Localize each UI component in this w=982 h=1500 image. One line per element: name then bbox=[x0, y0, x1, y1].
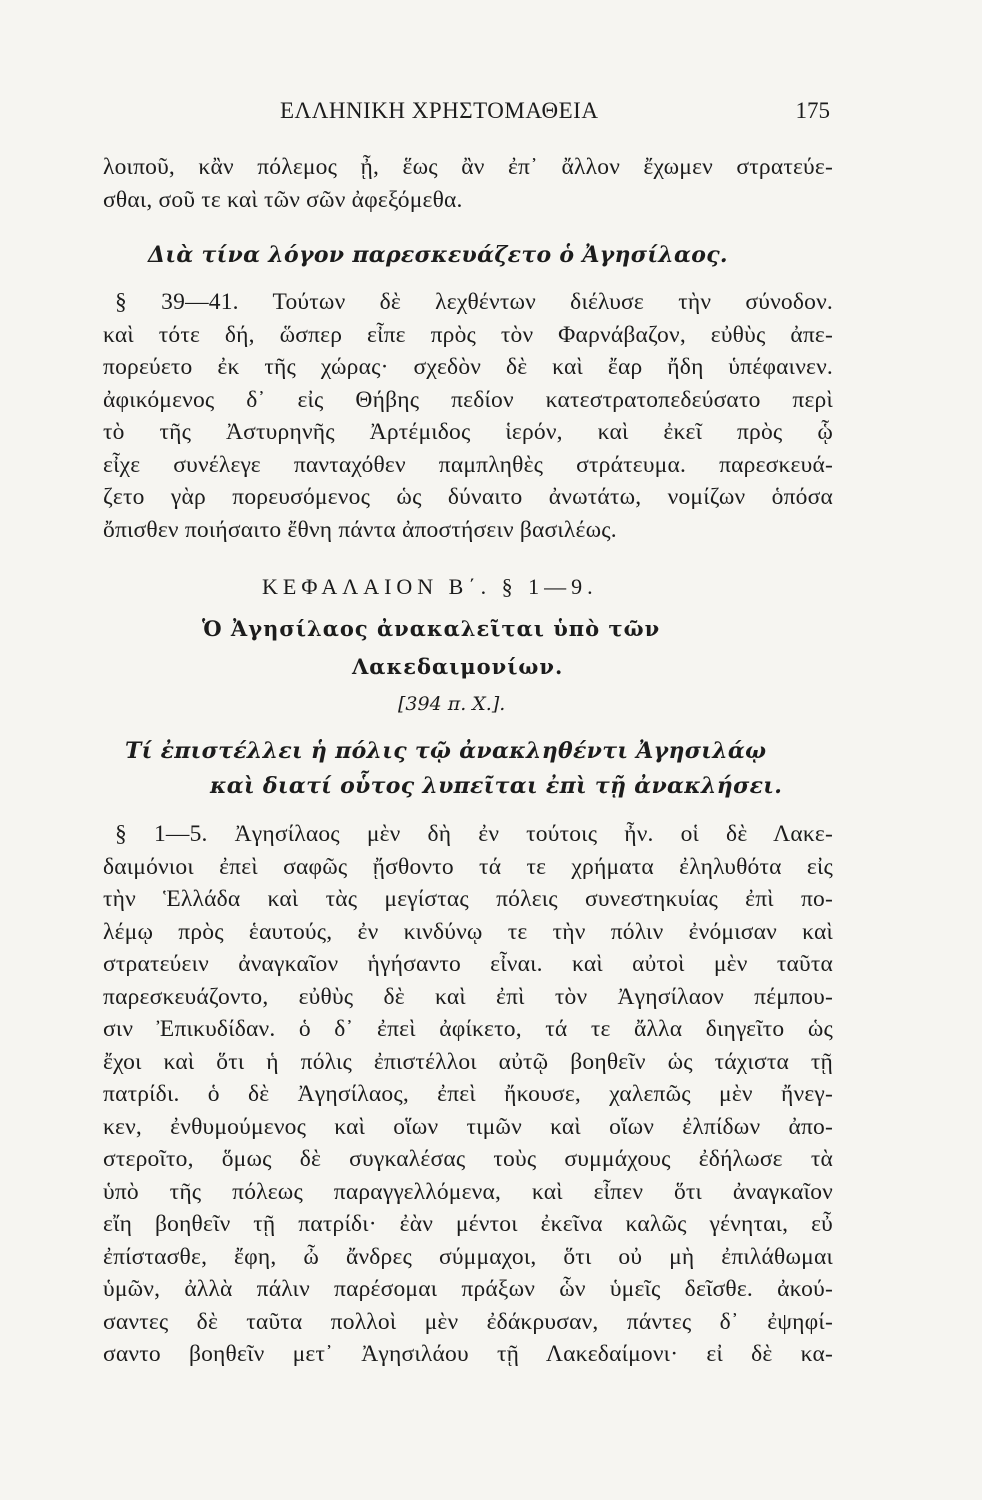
text-line: λέμῳ πρὸς ἑαυτούς, ἐν κινδύνῳ τε τὴν πόλιν ἐνόμισαν καὶ bbox=[103, 918, 833, 945]
text-line: στρατεύειν ἀναγκαῖον ἡγήσαντο εἶναι. καὶ αὐτοὶ μὲν ταῦτα bbox=[103, 951, 833, 977]
text-line: στεροῖτο, ὅμως δὲ συγκαλέσας τοὺς συμμάχους ἐδήλωσε τὰ bbox=[103, 1146, 833, 1172]
text-line: ὑμῶν, ἀλλὰ πάλιν παρέσομαι πράξων ὧν ὑμεῖς δεῖσθε. ἀκού- bbox=[103, 1276, 833, 1302]
text-line: § 1—5. Ἀγησίλαος μὲν δὴ ἐν τούτοις ἦν. οἱ δὲ Λακε- bbox=[115, 821, 833, 847]
text-line: ἐπίστασθε, ἔφη, ὦ ἄνδρες σύμμαχοι, ὅτι οὐ μὴ ἐπιλάθωμαι bbox=[103, 1243, 833, 1270]
text-line: εἶχε συνέλεγε πανταχόθεν παμπληθὲς στράτευμα. παρεσκευά- bbox=[103, 451, 833, 478]
chapter-subtitle-line-1: Ὁ Ἀγησίλαος ἀνακαλεῖται ὑπὸ τῶν bbox=[202, 616, 661, 641]
text-line: πορεύετο ἐκ τῆς χώρας· σχεδὸν δὲ καὶ ἔαρ ἤδη ὑπέφαινεν. bbox=[103, 354, 833, 380]
text-line: ὑπὸ τῆς πόλεως παραγγελλόμενα, καὶ εἶπεν ὅτι ἀναγκαῖον bbox=[103, 1178, 833, 1205]
text-line: σθαι, σοῦ τε καὶ τῶν σῶν ἀφεξόμεθα. bbox=[103, 186, 463, 213]
text-line: τὸ τῆς Ἀστυρηνῆς Ἀρτέμιδος ἱερόν, καὶ ἐκεῖ πρὸς ᾧ bbox=[103, 419, 833, 445]
text-line: παρεσκευάζοντο, εὐθὺς δὲ καὶ ἐπὶ τὸν Ἀγησίλαον πέμπου- bbox=[103, 983, 833, 1010]
text-line: ἔχοι καὶ ὅτι ἡ πόλις ἐπιστέλλοι αὐτῷ βοηθεῖν ὡς τάχιστα τῇ bbox=[103, 1048, 833, 1075]
section-heading-line-2: καὶ διατί οὗτος λυπεῖται ἐπὶ τῇ ἀνακλήσει. bbox=[210, 773, 783, 799]
text-line: καὶ τότε δή, ὥσπερ εἶπε πρὸς τὸν Φαρνάβαζον, εὐθὺς ἀπε- bbox=[103, 321, 833, 348]
paragraph-section-1-5 bbox=[103, 818, 833, 1371]
text-line: πατρίδι. ὁ δὲ Ἀγησίλαος, ἐπεὶ ἤκουσε, χαλεπῶς μὲν ἤνεγ- bbox=[103, 1081, 833, 1107]
text-line: τὴν Ἑλλάδα καὶ τὰς μεγίστας πόλεις συνεστηκυίας ἐπὶ πο- bbox=[103, 886, 833, 912]
paragraph-section-39-41 bbox=[103, 286, 833, 546]
running-header bbox=[110, 98, 830, 128]
running-title: ΕΛΛΗΝΙΚΗ ΧΡΗΣΤΟΜΑΘΕΙΑ bbox=[280, 98, 599, 123]
chapter-heading: ΚΕΦΑΛΑΙΟΝ Β΄. § 1—9. bbox=[262, 574, 598, 599]
date-reference: [394 π. Χ.]. bbox=[398, 693, 506, 715]
section-heading: Διὰ τίνα λόγον παρεσκευάζετο ὁ Ἀγησίλαος. bbox=[148, 242, 728, 268]
text-line: σαντο βοηθεῖν μετ᾽ Ἀγησιλάου τῇ Λακεδαίμονι· εἰ δὲ κα- bbox=[103, 1341, 833, 1367]
paragraph-continuation bbox=[103, 151, 833, 216]
text-line: ἀφικόμενος δ᾽ εἰς Θήβης πεδίον κατεστρατοπεδεύσατο περὶ bbox=[103, 386, 833, 413]
chapter-subtitle-line-2: Λακεδαιμονίων. bbox=[352, 654, 564, 679]
section-heading-line-1: Τί ἐπιστέλλει ἡ πόλις τῷ ἀνακληθέντι Ἀγησιλάῳ bbox=[125, 738, 767, 764]
page-number: 175 bbox=[795, 98, 830, 123]
text-line: σαντες δὲ ταῦτα πολλοὶ μὲν ἐδάκρυσαν, πάντες δ᾽ ἐψηφί- bbox=[103, 1308, 833, 1335]
text-line: ὄπισθεν ποιήσαιτο ἔθνη πάντα ἀποστήσειν βασιλέως. bbox=[103, 516, 617, 543]
text-line: ζετο γὰρ πορευσόμενος ὡς δύναιτο ἀνωτάτω, νομίζων ὁπόσα bbox=[103, 484, 833, 510]
text-line: σιν Ἐπικυδίδαν. ὁ δ᾽ ἐπεὶ ἀφίκετο, τά τε ἄλλα διηγεῖτο ὡς bbox=[103, 1016, 833, 1042]
text-line: § 39—41. Τούτων δὲ λεχθέντων διέλυσε τὴν σύνοδον. bbox=[115, 289, 833, 315]
text-line: λοιποῦ, κἂν πόλεμος ᾖ, ἕως ἂν ἐπ᾽ ἄλλον ἔχωμεν στρατεύε- bbox=[103, 154, 833, 180]
text-line: δαιμόνιοι ἐπεὶ σαφῶς ᾔσθοντο τά τε χρήματα ἐληλυθότα εἰς bbox=[103, 853, 833, 880]
text-line: κεν, ἐνθυμούμενος καὶ οἵων τιμῶν καὶ οἵων ἐλπίδων ἀπο- bbox=[103, 1113, 833, 1140]
text-line: εἴη βοηθεῖν τῇ πατρίδι· ἐὰν μέντοι ἐκεῖνα καλῶς γένηται, εὖ bbox=[103, 1211, 833, 1237]
